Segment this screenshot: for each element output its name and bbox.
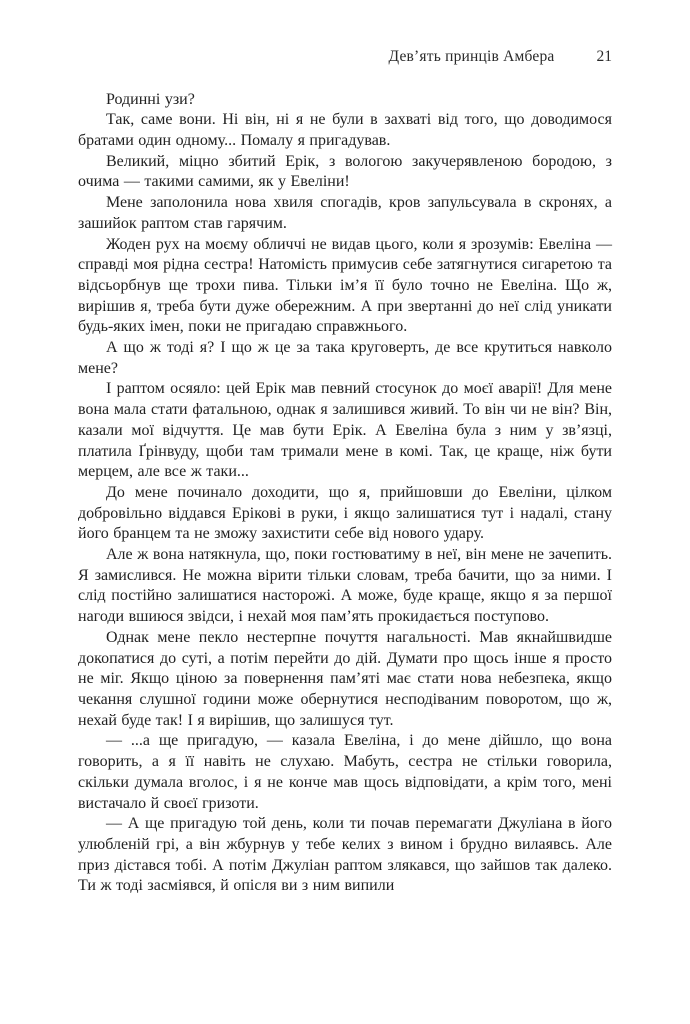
- paragraph: Великий, міцно збитий Ерік, з вологою закучерявленою бородою, з очима — такими самими, як у Евеліни!: [78, 152, 612, 191]
- paragraph: Жоден рух на моєму обличчі не видав цього, коли я зрозумів: Евеліна — справді моя рідна сестра! Натомість примусив себе затягнутися сигаретою та відсьорбнув ще трохи пива. Тільки ім’я її було точно не Евеліна. Що ж, вирішив я, треба бути дуже обережним. А при звертанні до неї слід уникати будь-яких імен, поки не пригадаю справжнього.: [78, 235, 612, 336]
- paragraph: До мене починало доходити, що я, прийшовши до Евеліни, цілком добровільно віддався Ерікові в руки, і якщо залишатися тут і надалі, стану його бранцем та не зможу захистити себе від нового удару.: [78, 483, 612, 543]
- paragraph: — ...а ще пригадую, — казала Евеліна, і до мене дійшло, що вона говорить, а я її навіть не слухаю. Мабуть, сестра не стільки говорила, скільки думала вголос, і я не конче мав щось відповідати, а крім того, мені вистачало й своєї гризоти.: [78, 732, 612, 812]
- paragraph: — А ще пригадую той день, коли ти почав перемагати Джуліана в його улюбленій грі, а він жбурнув у тебе келих з вином і брудно вилаявсь. Але приз дістався тобі. А потім Джуліан раптом злякався, що зайшов так далеко. Ти ж тоді засміявся, й опісля ви з ним випили: [78, 815, 612, 895]
- paragraph: І раптом осяяло: цей Ерік мав певний стосунок до моєї аварії! Для мене вона мала стати фатальною, однак я залишився живий. То він чи не він? Він, казали мої відчуття. Це мав бути Ерік. А Евеліна була з ним у зв’язці, платила Ґрінвуду, щоби там тримали мене в комі. Так, це краще, ніж бути мерцем, але все ж таки...: [78, 380, 612, 481]
- paragraph: Мене заполонила нова хвиля спогадів, кров запульсувала в скронях, а зашийок раптом став гарячим.: [78, 194, 612, 232]
- paragraph: Так, саме вони. Ні він, ні я не були в захваті від того, що доводимося братами один одному... Помалу я пригадував.: [78, 111, 612, 149]
- text-body: [78, 90, 612, 897]
- paragraph: Але ж вона натякнула, що, поки гостюватиму в неї, він мене не зачепить. Я замислився. Не можна вірити тільки словам, треба бачити, що за ними. І слід постійно залишатися насторожі. А може, буде краще, якщо я за першої нагоди вшиюся звідси, і нехай моя пам’ять прокидається поступово.: [78, 546, 612, 626]
- running-head: [78, 48, 612, 67]
- page-number: 21: [596, 48, 612, 65]
- paragraph: Родинні узи?: [106, 90, 195, 108]
- running-title: Дев’ять принців Амбера: [388, 48, 555, 65]
- paragraph: А що ж тоді я? І що ж це за така круговерть, де все крутиться навколо мене?: [78, 339, 612, 377]
- paragraph: Однак мене пекло нестерпне почуття нагальності. Мав якнайшвидше докопатися до суті, а потім перейти до дій. Думати про щось інше я просто не міг. Якщо ціною за повернення пам’яті має стати нова небезпека, якщо чекання слушної години може обернутися несподіваним поворотом, що ж, нехай буде так! І я вирішив, що залишуся тут.: [78, 628, 612, 729]
